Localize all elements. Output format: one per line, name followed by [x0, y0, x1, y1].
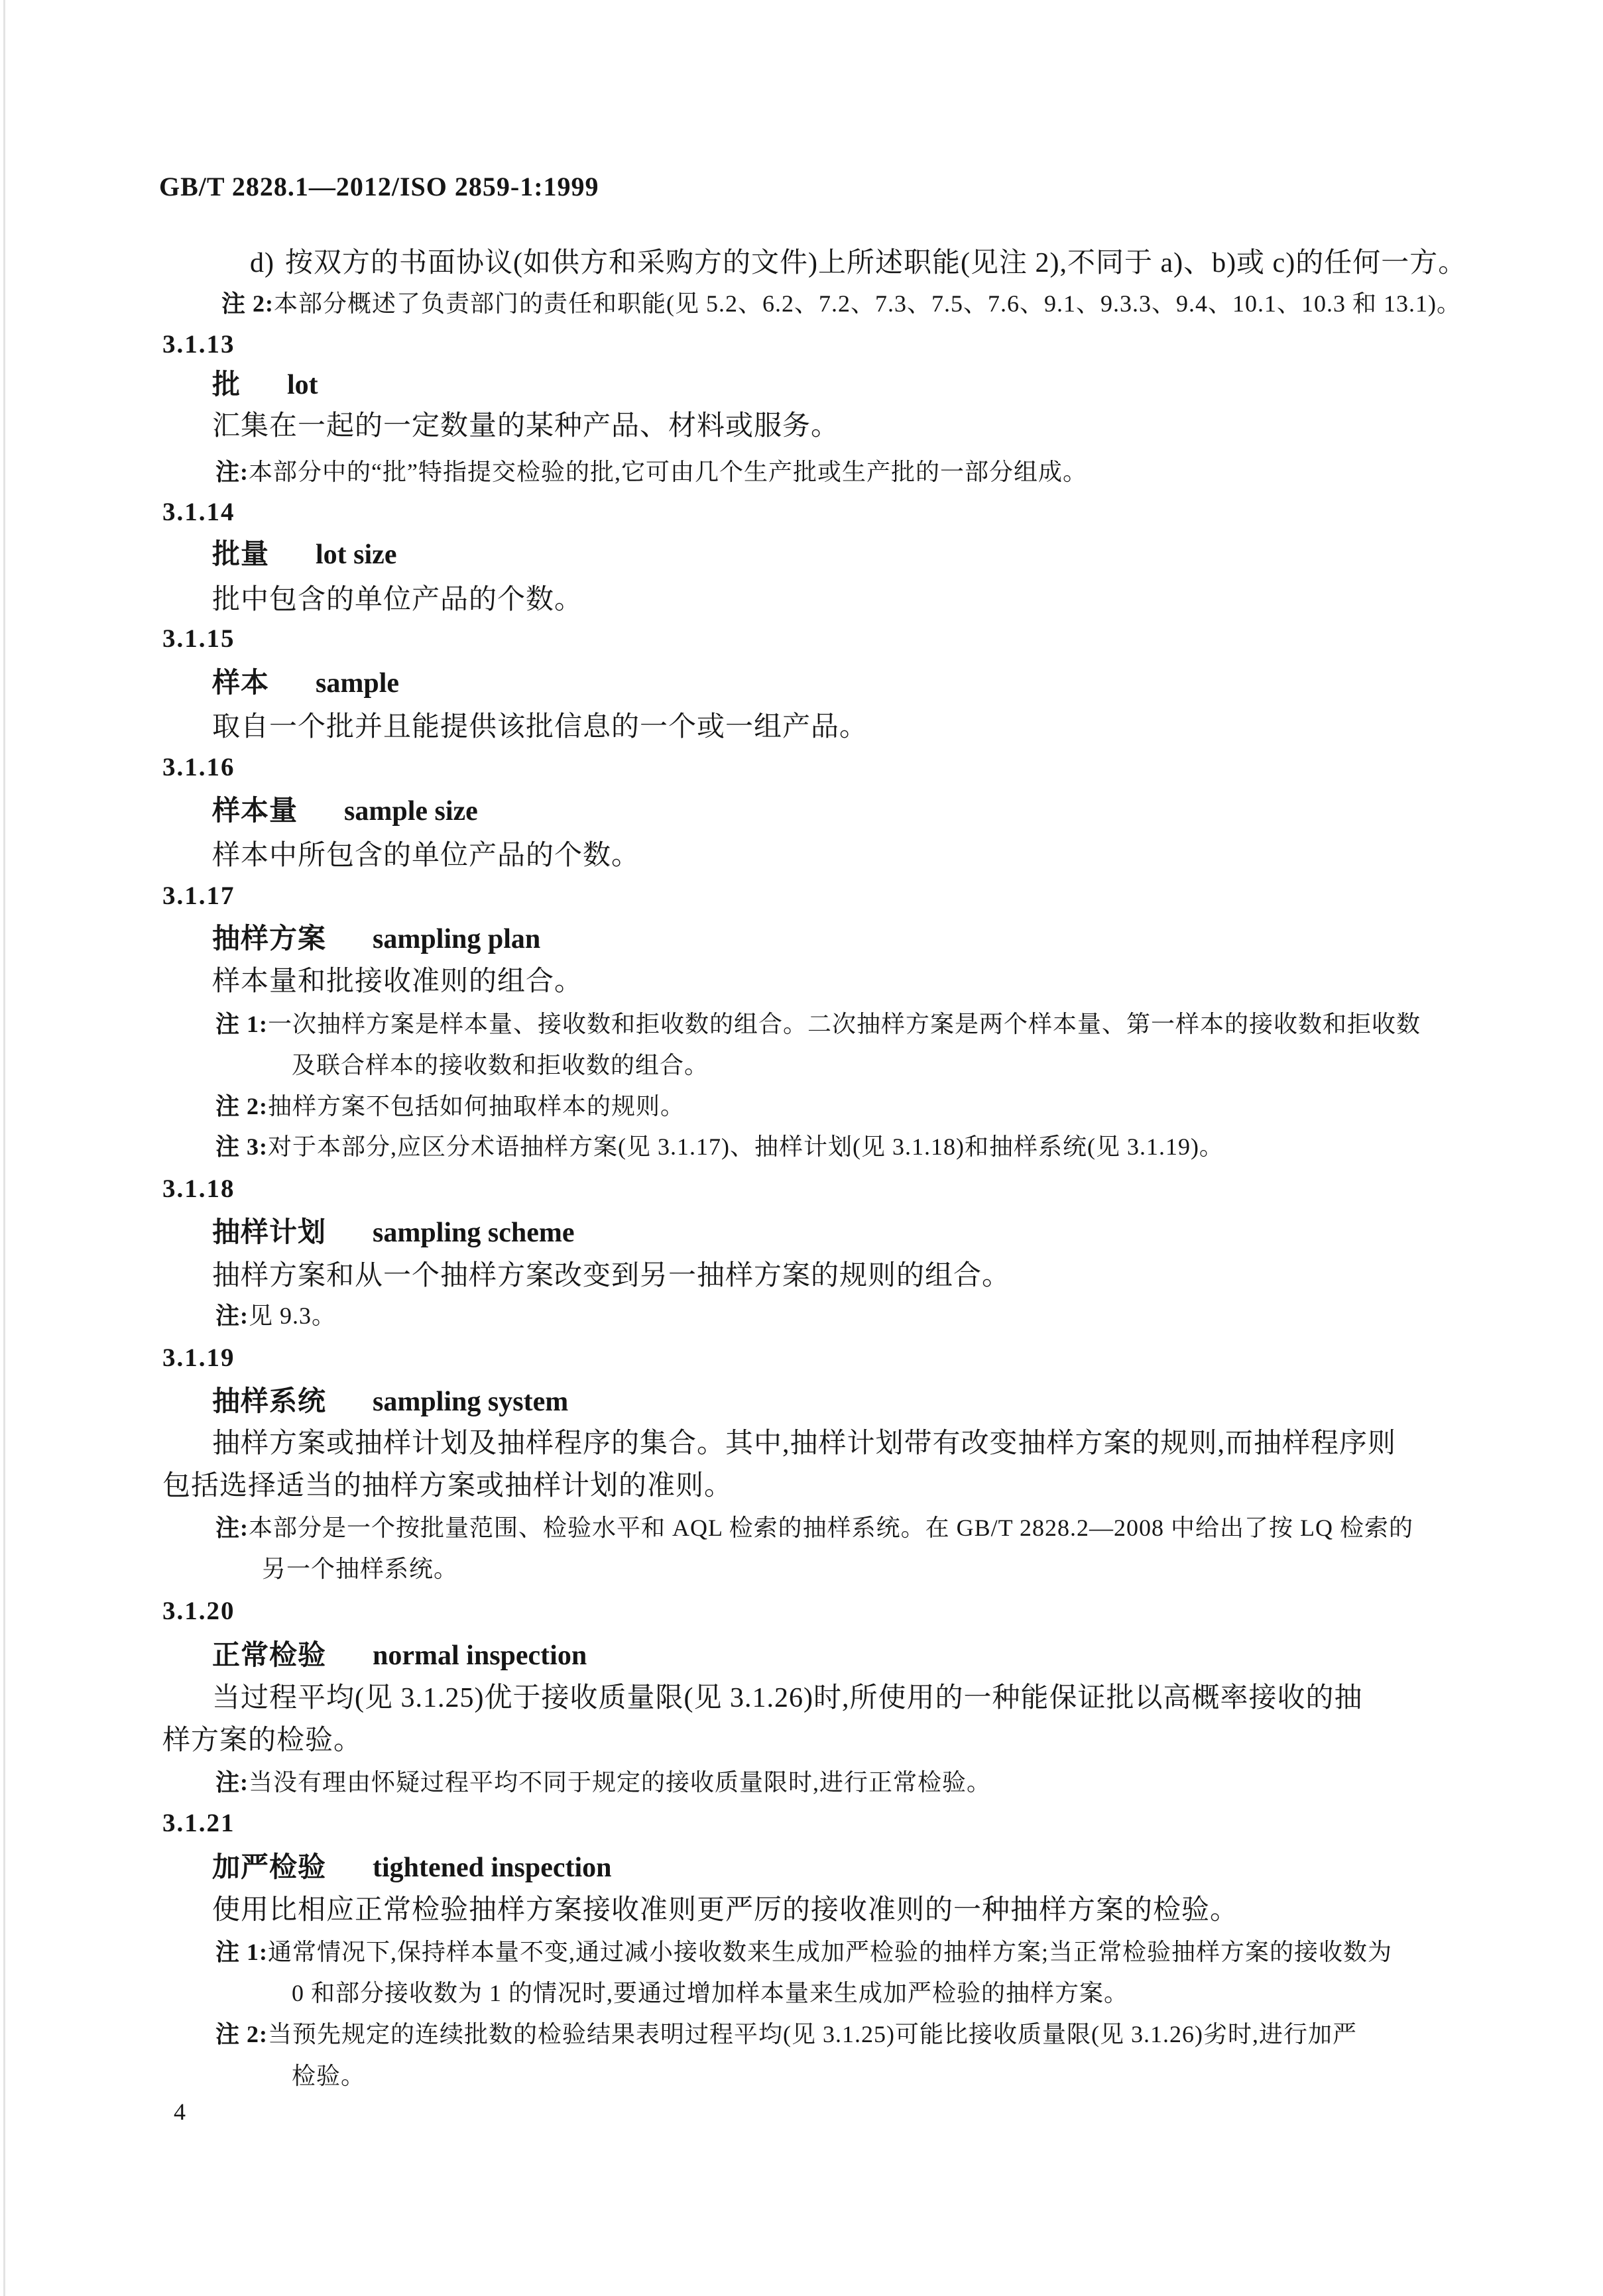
note-text: 本部分中的“批”特指提交检验的批,它可由几个生产批或生产批的一部分组成。: [249, 459, 1087, 485]
note-label: 注:: [215, 1769, 249, 1796]
term-line-sampling-system: [212, 1388, 568, 1416]
page-number: 4: [174, 2098, 186, 2125]
definition-line: 取自一个批并且能提供该批信息的一个或一组产品。: [212, 712, 868, 742]
list-item-d: [250, 249, 1466, 277]
note-text: 当预先规定的连续批数的检验结果表明过程平均(见 3.1.25)可能比接收质量限(见 3.1.26)劣时,进行加严: [268, 2021, 1357, 2047]
term-en: sampling scheme: [373, 1218, 575, 1248]
clause-number-3-1-18: 3.1.18: [162, 1175, 235, 1203]
note-text: 一次抽样方案是样本量、接收数和拒收数的组合。二次抽样方案是两个样本量、第一样本的接收数和拒收数: [268, 1011, 1421, 1037]
term-line-tightened-inspection: [212, 1854, 612, 1882]
note-line: [215, 1516, 1413, 1540]
term-line-sampling-plan: [212, 925, 540, 953]
note-line: [215, 1770, 991, 1794]
definition-continuation: 样方案的检验。: [162, 1725, 363, 1756]
term-zh: 抽样方案: [212, 924, 327, 954]
note-text: 对于本部分,应区分术语抽样方案(见 3.1.17)、抽样计划(见 3.1.18)和抽样系统(见 3.1.19)。: [268, 1133, 1224, 1160]
note-line: [215, 1135, 1224, 1159]
clause-number-3-1-19: 3.1.19: [162, 1344, 235, 1372]
term-en: tightened inspection: [373, 1853, 612, 1883]
note-line: [215, 1012, 1421, 1036]
term-line-lot: [212, 371, 318, 399]
term-en: lot: [287, 370, 318, 400]
definition-line: 抽样方案和从一个抽样方案改变到另一抽样方案的规则的组合。: [212, 1261, 1011, 1291]
clause-number-3-1-20: 3.1.20: [162, 1597, 235, 1625]
term-line-normal-inspection: [212, 1642, 587, 1670]
term-en: sample: [316, 668, 400, 699]
note-line: [215, 2022, 1357, 2046]
clause-number-3-1-13: 3.1.13: [162, 330, 235, 359]
definition-line: 样本量和批接收准则的组合。: [212, 966, 583, 997]
term-en: normal inspection: [373, 1640, 587, 1671]
note-label: 注 2:: [221, 290, 274, 317]
definition-line: 当过程平均(见 3.1.25)优于接收质量限(见 3.1.26)时,所使用的一种能保证批以高概率接收的抽: [212, 1683, 1363, 1713]
list-item-d-label: d): [250, 248, 274, 278]
note-label: 注 1:: [215, 1011, 268, 1037]
note-continuation: 0 和部分接收数为 1 的情况时,要通过增加样本量来生成加严检验的抽样方案。: [292, 1980, 1129, 2006]
note-line: [215, 460, 1087, 484]
note-continuation: 检验。: [292, 2063, 366, 2089]
note-label: 注 2:: [215, 2021, 268, 2047]
definition-line: 批中包含的单位产品的个数。: [212, 585, 583, 615]
definition-line: 抽样方案或抽样计划及抽样程序的集合。其中,抽样计划带有改变抽样方案的规则,而抽样程序则: [212, 1428, 1397, 1459]
definition-continuation: 包括选择适当的抽样方案或抽样计划的准则。: [162, 1471, 733, 1501]
doc-header: GB/T 2828.1—2012/ISO 2859-1:1999: [159, 172, 599, 201]
clause-number-3-1-15: 3.1.15: [162, 624, 235, 653]
term-zh: 正常检验: [212, 1640, 327, 1671]
note-label: 注 1:: [215, 1939, 268, 1965]
term-zh: 样本量: [212, 796, 298, 827]
term-en: sample size: [344, 796, 478, 827]
definition-line: 使用比相应正常检验抽样方案接收准则更严厉的接收准则的一种抽样方案的检验。: [212, 1895, 1239, 1925]
note-text: 见 9.3。: [249, 1302, 337, 1329]
note-text: 通常情况下,保持样本量不变,通过减小接收数来生成加严检验的抽样方案;当正常检验抽样方案的接收数为: [268, 1939, 1393, 1965]
note-label: 注 3:: [215, 1133, 268, 1160]
term-zh: 批量: [212, 540, 270, 570]
scan-edge-artifact: [3, 0, 5, 2296]
term-line-sample: [212, 669, 399, 697]
note-text: 本部分是一个按批量范围、检验水平和 AQL 检索的抽样系统。在 GB/T 2828.2—2008 中给出了按 LQ 检索的: [249, 1515, 1413, 1541]
intro-note-2: [221, 292, 1461, 316]
note-line: [215, 1304, 336, 1328]
definition-line: 样本中所包含的单位产品的个数。: [212, 840, 640, 871]
term-zh: 抽样系统: [212, 1387, 327, 1417]
term-line-sample-size: [212, 797, 478, 825]
note-continuation: 另一个抽样系统。: [262, 1556, 459, 1582]
definition-line: 汇集在一起的一定数量的某种产品、材料或服务。: [212, 411, 840, 441]
note-text: 抽样方案不包括如何抽取样本的规则。: [268, 1093, 685, 1119]
clause-number-3-1-21: 3.1.21: [162, 1809, 235, 1837]
note-line: [215, 1940, 1392, 1964]
note-label: 注:: [215, 1302, 249, 1329]
note-label: 注:: [215, 459, 249, 485]
term-zh: 抽样计划: [212, 1218, 327, 1248]
clause-number-3-1-14: 3.1.14: [162, 498, 235, 526]
term-line-sampling-scheme: [212, 1219, 575, 1247]
clause-number-3-1-17: 3.1.17: [162, 882, 235, 910]
note-continuation: 及联合样本的接收数和拒收数的组合。: [292, 1052, 709, 1078]
term-line-lot-size: [212, 541, 396, 569]
term-zh: 批: [212, 370, 241, 400]
note-label: 注 2:: [215, 1093, 268, 1119]
list-item-d-text: 按双方的书面协议(如供方和采购方的文件)上所述职能(见注 2),不同于 a)、b)或 c)的任何一方。: [285, 248, 1467, 278]
term-en: lot size: [316, 540, 397, 570]
clause-number-3-1-16: 3.1.16: [162, 753, 235, 781]
term-en: sampling system: [373, 1387, 569, 1417]
note-text: 本部分概述了负责部门的责任和职能(见 5.2、6.2、7.2、7.3、7.5、7.6、9.1、9.3.3、9.4、10.1、10.3 和 13.1)。: [274, 290, 1461, 317]
note-text: 当没有理由怀疑过程平均不同于规定的接收质量限时,进行正常检验。: [249, 1769, 992, 1796]
note-line: [215, 1094, 685, 1118]
term-zh: 加严检验: [212, 1853, 327, 1883]
term-zh: 样本: [212, 668, 270, 699]
term-en: sampling plan: [373, 924, 541, 954]
note-label: 注:: [215, 1515, 249, 1541]
